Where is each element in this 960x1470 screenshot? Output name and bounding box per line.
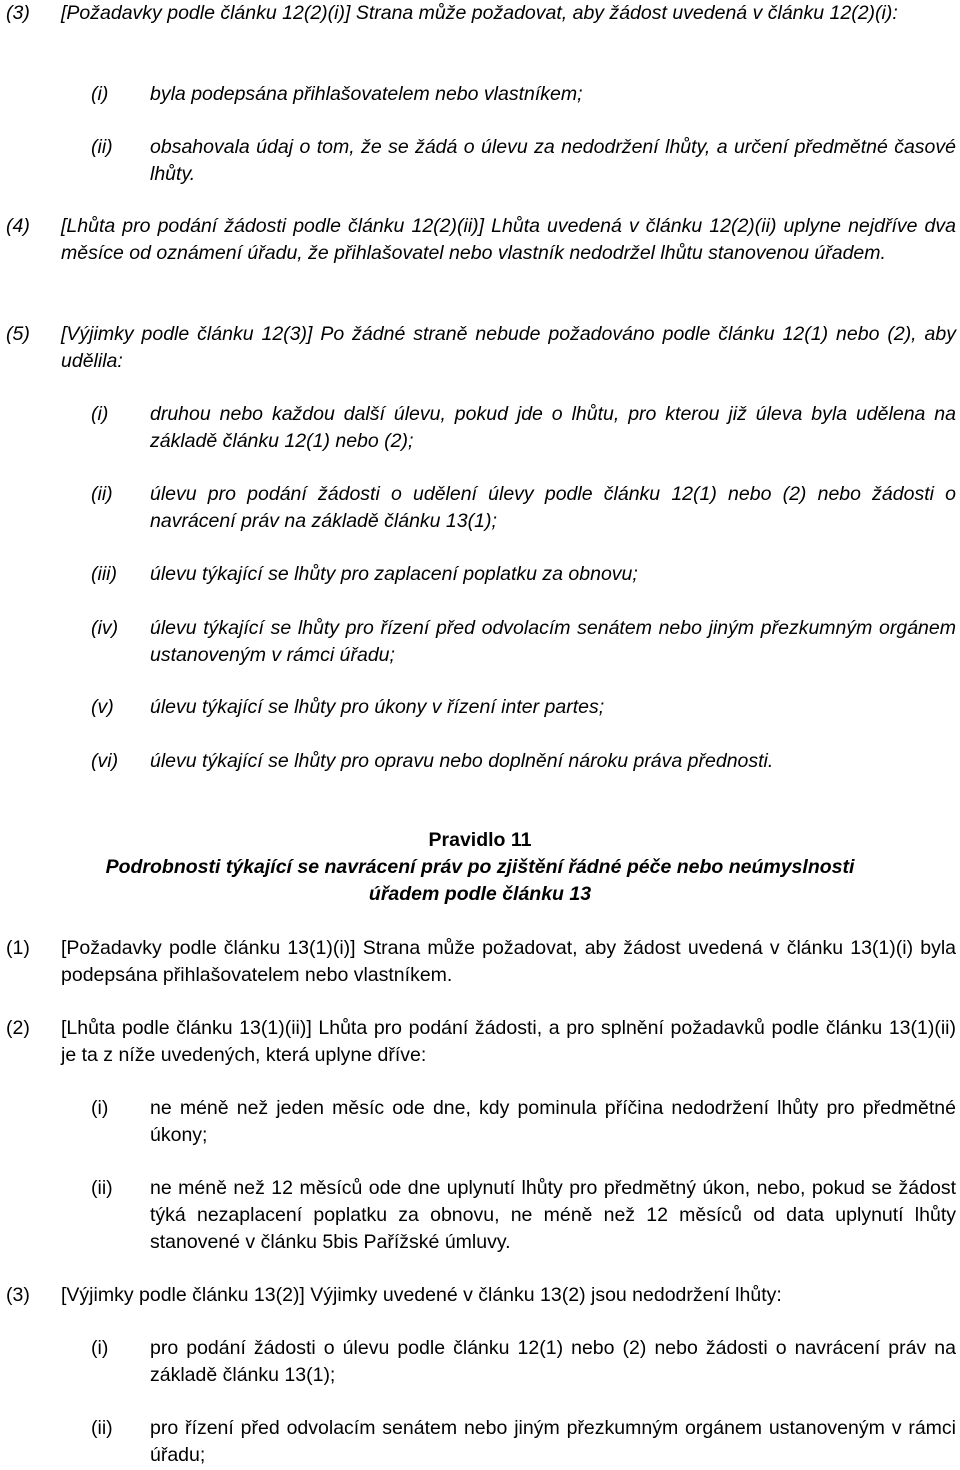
paragraph-3-requirements-12-2-i — [0, 0, 960, 27]
item-text: úlevu pro podání žádosti o udělení úlevy podle článku 12(1) nebo (2) nebo žádosti o navrácení práv na základě článku 13(1); — [150, 483, 956, 532]
item-number: (ii) — [91, 1417, 113, 1439]
item-text: úlevu týkající se lhůty pro řízení před odvolacím senátem nebo jiným přezkumným orgánem ustanoveným v rámci úřadu; — [150, 617, 956, 666]
list-item — [0, 81, 960, 108]
item-number: (ii) — [91, 1177, 113, 1199]
item-text: druhou nebo každou další úlevu, pokud jde o lhůtu, pro kterou již úleva byla udělena na základě článku 12(1) nebo (2); — [150, 403, 956, 452]
list-item — [0, 401, 960, 455]
paragraph-text: [Výjimky podle článku 12(3)] Po žádné straně nebude požadováno podle článku 12(1) nebo (2), aby udělila: — [61, 323, 956, 372]
item-text: byla podepsána přihlašovatelem nebo vlastníkem; — [150, 83, 583, 105]
paragraph-number: (1) — [6, 937, 30, 959]
item-text: pro podání žádosti o úlevu podle článku 12(1) nebo (2) nebo žádosti o navrácení práv na základě článku 13(1); — [150, 1337, 956, 1386]
item-number: (i) — [91, 1097, 109, 1119]
paragraph-4-deadline-12-2-ii — [0, 213, 960, 267]
item-number: (iv) — [91, 617, 119, 639]
item-number: (vi) — [91, 750, 119, 772]
item-text: úlevu týkající se lhůty pro opravu nebo doplnění nároku práva přednosti. — [150, 750, 774, 772]
rule-title: Pravidlo 11 — [428, 829, 532, 851]
paragraph-number: (3) — [6, 2, 30, 24]
list-item — [0, 1335, 960, 1389]
item-text: úlevu týkající se lhůty pro zaplacení poplatku za obnovu; — [150, 563, 638, 585]
item-text: pro řízení před odvolacím senátem nebo jiným přezkumným orgánem ustanoveným v rámci úřadu; — [150, 1417, 956, 1466]
paragraph-number: (5) — [6, 323, 30, 345]
list-item — [0, 134, 960, 188]
item-number: (i) — [91, 1337, 109, 1359]
rule-subtitle-line-1: Podrobnosti týkající se navrácení práv po zjištění řádné péče nebo neúmyslnosti — [105, 856, 855, 878]
paragraph-text: [Výjimky podle článku 13(2)] Výjimky uvedené v článku 13(2) jsou nedodržení lhůty: — [61, 1284, 782, 1306]
paragraph-number: (2) — [6, 1017, 30, 1039]
list-item — [0, 1175, 960, 1256]
item-text: úlevu týkající se lhůty pro úkony v řízení inter partes; — [150, 696, 605, 718]
list-item — [0, 694, 960, 721]
list-item — [0, 1415, 960, 1469]
list-item — [0, 481, 960, 535]
paragraph-number: (3) — [6, 1284, 30, 1306]
rule-subtitle-line-2: úřadem podle článku 13 — [368, 883, 592, 905]
paragraph-number: (4) — [6, 215, 30, 237]
item-text: obsahovala údaj o tom, že se žádá o úlevu za nedodržení lhůty, a určení předmětné časové lhůty. — [150, 136, 956, 185]
item-text: ne méně než jeden měsíc ode dne, kdy pominula příčina nedodržení lhůty pro předmětné úkony; — [150, 1097, 956, 1146]
paragraph-text: [Požadavky podle článku 12(2)(i)] Strana může požadovat, aby žádost uvedená v článku 12(2)(i): — [61, 2, 898, 24]
item-number: (i) — [91, 83, 109, 105]
list-item — [0, 615, 960, 669]
item-number: (ii) — [91, 483, 113, 505]
paragraph-1-requirements-13-1-i — [0, 935, 960, 989]
paragraph-3-exceptions-13-2 — [0, 1282, 960, 1309]
paragraph-2-deadline-13-1-ii — [0, 1015, 960, 1069]
list-item — [0, 1095, 960, 1149]
item-number: (iii) — [91, 563, 117, 585]
paragraph-5-exceptions-12-3 — [0, 321, 960, 375]
list-item — [0, 748, 960, 775]
item-text: ne méně než 12 měsíců ode dne uplynutí lhůty pro předmětný úkon, nebo, pokud se žádost týká nezaplacení poplatku za obnovu, ne méně než 12 měsíců od data uplynutí lhůty stanovené v článku 5bis Pařížské úmluvy. — [150, 1177, 956, 1253]
item-number: (ii) — [91, 136, 113, 158]
item-number: (v) — [91, 696, 114, 718]
item-number: (i) — [91, 403, 109, 425]
paragraph-text: [Lhůta podle článku 13(1)(ii)] Lhůta pro podání žádosti, a pro splnění požadavků podle článku 13(1)(ii) je ta z níže uvedených, která uplyne dříve: — [61, 1017, 956, 1066]
paragraph-text: [Lhůta pro podání žádosti podle článku 12(2)(ii)] Lhůta uvedená v článku 12(2)(ii) uplyne nejdříve dva měsíce od oznámení úřadu, že přihlašovatel nebo vlastník nedodržel lhůtu stanovenou úřadem. — [61, 215, 956, 264]
paragraph-text: [Požadavky podle článku 13(1)(i)] Strana může požadovat, aby žádost uvedená v článku 13(1)(i) byla podepsána přihlašovatelem nebo vlastníkem. — [61, 937, 956, 986]
list-item — [0, 561, 960, 588]
